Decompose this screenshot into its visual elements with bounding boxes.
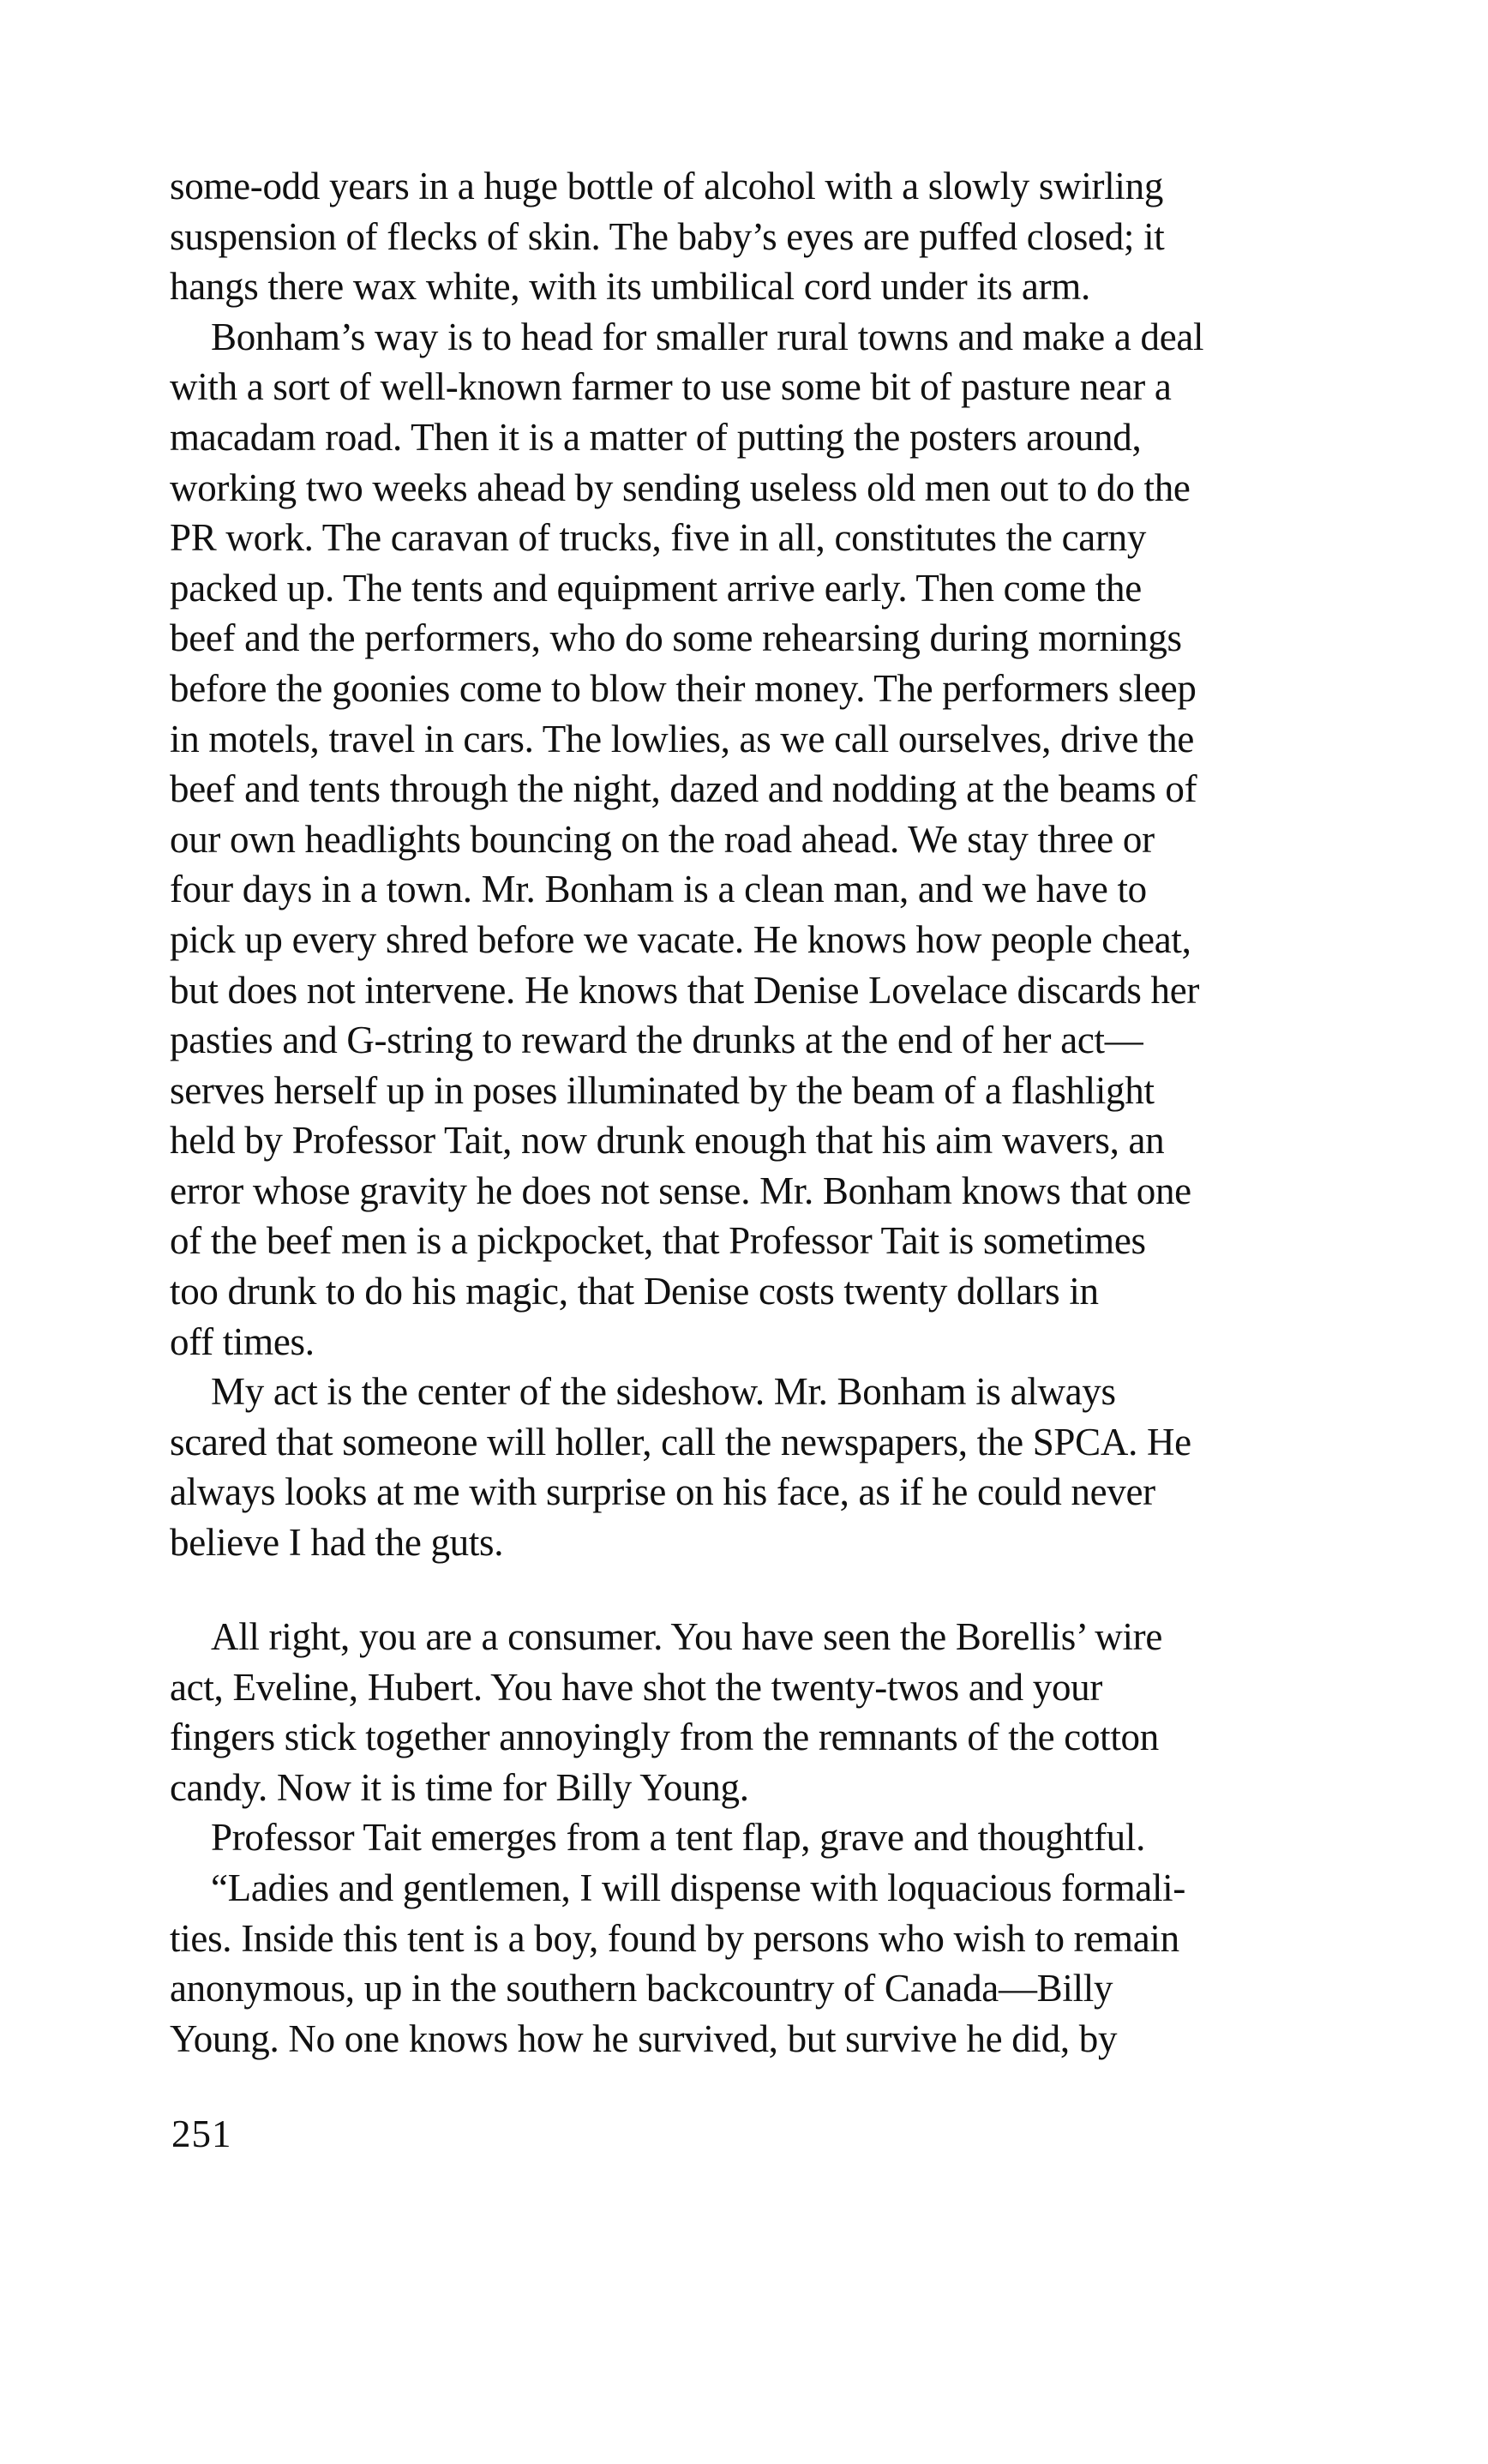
text-line: “Ladies and gentlemen, I will dispense with loquacious formali- [211, 1866, 1186, 1909]
text-line: macadam road. Then it is a matter of putting the posters around, [170, 415, 1142, 459]
text-line: too drunk to do his magic, that Denise costs twenty dollars in [170, 1270, 1099, 1313]
text-line: scared that someone will holler, call the newspapers, the SPCA. He [170, 1420, 1191, 1463]
text-line: four days in a town. Mr. Bonham is a clean man, and we have to [170, 868, 1147, 911]
text-line: in motels, travel in cars. The lowlies, as we call ourselves, drive the [170, 717, 1195, 760]
text-line: of the beef men is a pickpocket, that Professor Tait is sometimes [170, 1219, 1146, 1263]
text-line: act, Eveline, Hubert. You have shot the twenty-twos and your [170, 1665, 1103, 1709]
text-line: held by Professor Tait, now drunk enough that his aim wavers, an [170, 1119, 1165, 1163]
text-line: Professor Tait emerges from a tent flap, grave and thoughtful. [211, 1816, 1146, 1860]
text-line: off times. [170, 1319, 315, 1363]
page-number: 251 [171, 2112, 232, 2155]
text-section-two [170, 1612, 1344, 2064]
text-line: My act is the center of the sideshow. Mr. Bonham is always [211, 1370, 1116, 1414]
text-line: our own headlights bouncing on the road ahead. We stay three or [170, 817, 1155, 861]
text-line: believe I had the guts. [170, 1521, 504, 1565]
text-line: All right, you are a consumer. You have seen the Borellis’ wire [211, 1615, 1163, 1658]
text-line: PR work. The caravan of trucks, five in all, constitutes the carny [170, 516, 1147, 560]
text-line: candy. Now it is time for Billy Young. [170, 1765, 749, 1809]
text-line: some-odd years in a huge bottle of alcohol with a slowly swirling [170, 165, 1164, 207]
text-line: hangs there wax white, with its umbilical cord under its arm. [170, 265, 1090, 309]
text-line: beef and the performers, who do some rehearsing during mornings [170, 616, 1182, 660]
text-section-one [170, 161, 1344, 1568]
text-line: pasties and G-string to reward the drunks at the end of her act— [170, 1019, 1143, 1062]
text-line: Bonham’s way is to head for smaller rural towns and make a deal [211, 315, 1204, 358]
text-line: always looks at me with surprise on his face, as if he could never [170, 1470, 1155, 1514]
text-line: serves herself up in poses illuminated by the beam of a flashlight [170, 1068, 1155, 1112]
text-line: Young. No one knows how he survived, but survive he did, by [170, 2016, 1118, 2060]
text-line: with a sort of well-known farmer to use some bit of pasture near a [170, 365, 1172, 409]
text-line: working two weeks ahead by sending useless old men out to do the [170, 466, 1191, 509]
text-line: suspension of flecks of skin. The baby’s eyes are puffed closed; it [170, 214, 1165, 258]
text-line: packed up. The tents and equipment arrive early. Then come the [170, 566, 1142, 610]
text-line: before the goonies come to blow their money. The performers sleep [170, 666, 1197, 710]
text-line: anonymous, up in the southern backcountry of Canada—Billy [170, 1967, 1113, 2010]
text-line: pick up every shred before we vacate. He knows how people cheat, [170, 917, 1191, 961]
text-line: beef and tents through the night, dazed and nodding at the beams of [170, 767, 1197, 811]
text-line: but does not intervene. He knows that Denise Lovelace discards her [170, 968, 1200, 1012]
text-line: error whose gravity he does not sense. Mr. Bonham knows that one [170, 1169, 1191, 1212]
text-line: ties. Inside this tent is a boy, found by persons who wish to remain [170, 1916, 1179, 1960]
text-line: fingers stick together annoyingly from the remnants of the cotton [170, 1716, 1159, 1759]
